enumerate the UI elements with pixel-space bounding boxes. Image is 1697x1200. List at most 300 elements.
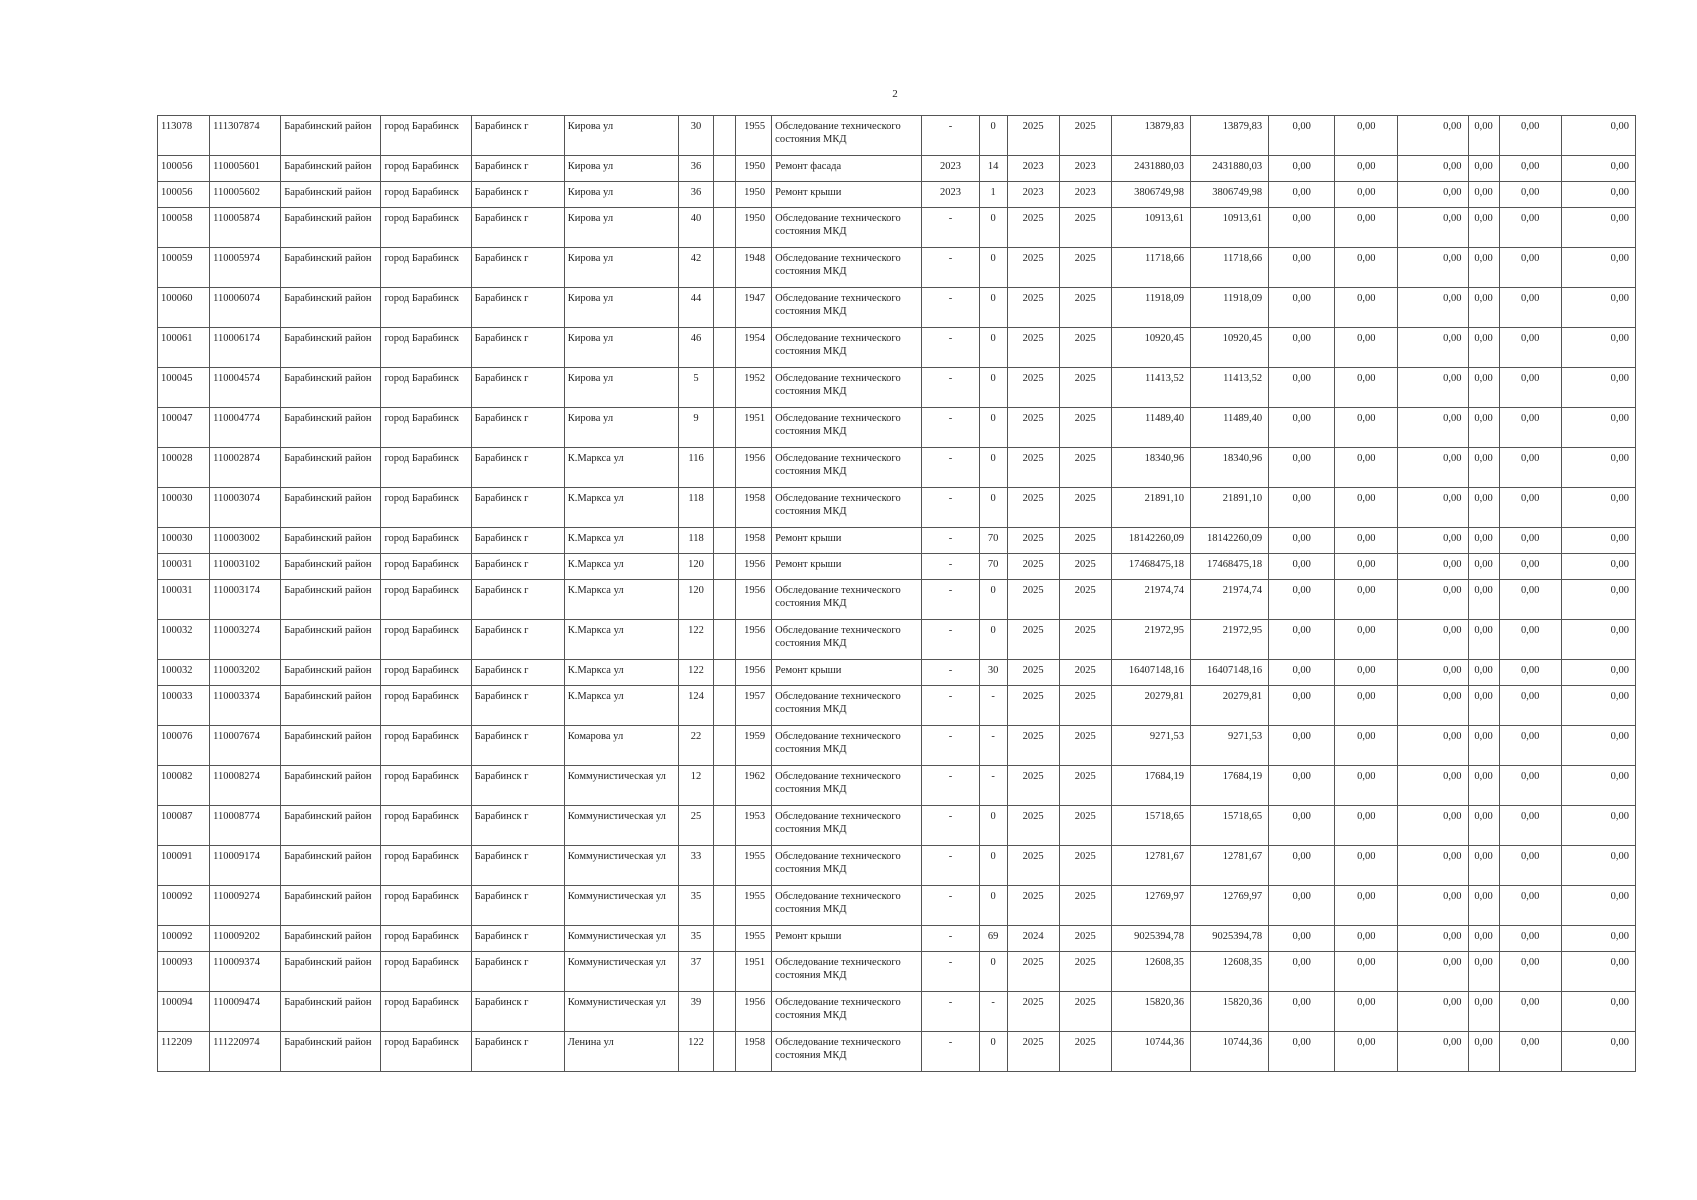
cell-building xyxy=(714,448,736,488)
cell-wear-percent: 0 xyxy=(979,886,1007,926)
cell-cost-fund: 18142260,09 xyxy=(1190,528,1268,554)
cell-wear-percent: 30 xyxy=(979,660,1007,686)
cell-building xyxy=(714,766,736,806)
cell-cost-fund: 12608,35 xyxy=(1190,952,1268,992)
cell-street: Кирова ул xyxy=(564,248,678,288)
cell-settlement: Барабинск г xyxy=(471,846,564,886)
cell-end-year: 2025 xyxy=(1059,886,1111,926)
cell-building xyxy=(714,528,736,554)
cell-cost-budget-2: 0,00 xyxy=(1335,328,1398,368)
cell-plan-year: 2023 xyxy=(922,182,979,208)
cell-cost-owners: 0,00 xyxy=(1561,1032,1635,1072)
cell-cost-budget-3: 0,00 xyxy=(1398,248,1468,288)
cell-plan-year: - xyxy=(922,952,979,992)
cell-object-code: 110008274 xyxy=(210,766,281,806)
cell-municipality: город Барабинск xyxy=(381,182,471,208)
cell-municipality: город Барабинск xyxy=(381,528,471,554)
cell-start-year: 2025 xyxy=(1007,952,1059,992)
cell-cost-owners: 0,00 xyxy=(1561,806,1635,846)
cell-work-type: Обследование технического состояния МКД xyxy=(772,992,922,1032)
table-row xyxy=(158,182,1636,208)
table-row xyxy=(158,886,1636,926)
cell-street: К.Маркса ул xyxy=(564,448,678,488)
cell-cost-budget-2: 0,00 xyxy=(1335,806,1398,846)
cell-municipality: город Барабинск xyxy=(381,488,471,528)
cell-work-type: Обследование технического состояния МКД xyxy=(772,116,922,156)
cell-cost-budget-3: 0,00 xyxy=(1398,620,1468,660)
cell-cost-budget-3: 0,00 xyxy=(1398,846,1468,886)
cell-cost-budget-1: 0,00 xyxy=(1269,328,1335,368)
cell-district: Барабинский район xyxy=(281,448,381,488)
table-row xyxy=(158,248,1636,288)
cell-house-id: 100047 xyxy=(158,408,210,448)
cell-house-id: 100061 xyxy=(158,328,210,368)
cell-cost-fund: 13879,83 xyxy=(1190,116,1268,156)
cell-plan-year: - xyxy=(922,248,979,288)
cell-year-built: 1955 xyxy=(736,116,772,156)
table-row xyxy=(158,660,1636,686)
table-row xyxy=(158,328,1636,368)
cell-cost-budget-3: 0,00 xyxy=(1398,806,1468,846)
cell-year-built: 1956 xyxy=(736,660,772,686)
cell-start-year: 2025 xyxy=(1007,488,1059,528)
cell-district: Барабинский район xyxy=(281,554,381,580)
cell-cost-budget-2: 0,00 xyxy=(1335,686,1398,726)
cell-total-cost: 21972,95 xyxy=(1111,620,1190,660)
cell-settlement: Барабинск г xyxy=(471,248,564,288)
cell-wear-percent: 0 xyxy=(979,288,1007,328)
cell-house-number: 36 xyxy=(679,156,714,182)
cell-settlement: Барабинск г xyxy=(471,1032,564,1072)
cell-plan-year: - xyxy=(922,926,979,952)
cell-settlement: Барабинск г xyxy=(471,952,564,992)
table-row xyxy=(158,620,1636,660)
cell-wear-percent: 0 xyxy=(979,952,1007,992)
cell-end-year: 2025 xyxy=(1059,288,1111,328)
cell-street: Кирова ул xyxy=(564,368,678,408)
cell-cost-budget-1: 0,00 xyxy=(1269,488,1335,528)
cell-house-id: 100060 xyxy=(158,288,210,328)
cell-cost-owners: 0,00 xyxy=(1561,528,1635,554)
cell-settlement: Барабинск г xyxy=(471,686,564,726)
cell-work-type: Обследование технического состояния МКД xyxy=(772,368,922,408)
cell-cost-fund: 10920,45 xyxy=(1190,328,1268,368)
cell-cost-fund: 16407148,16 xyxy=(1190,660,1268,686)
cell-district: Барабинский район xyxy=(281,288,381,328)
cell-cost-fund: 9025394,78 xyxy=(1190,926,1268,952)
cell-object-code: 110005874 xyxy=(210,208,281,248)
cell-cost-owners: 0,00 xyxy=(1561,156,1635,182)
cell-building xyxy=(714,1032,736,1072)
cell-house-number: 22 xyxy=(679,726,714,766)
cell-municipality: город Барабинск xyxy=(381,766,471,806)
cell-cost-budget-3: 0,00 xyxy=(1398,156,1468,182)
cell-cost-owners: 0,00 xyxy=(1561,288,1635,328)
cell-street: К.Маркса ул xyxy=(564,580,678,620)
cell-total-cost: 21974,74 xyxy=(1111,580,1190,620)
cell-cost-budget-1: 0,00 xyxy=(1269,528,1335,554)
cell-cost-budget-5: 0,00 xyxy=(1499,288,1561,328)
cell-cost-budget-4: 0,00 xyxy=(1468,992,1499,1032)
cell-house-id: 100058 xyxy=(158,208,210,248)
cell-object-code: 110005974 xyxy=(210,248,281,288)
cell-wear-percent: 0 xyxy=(979,368,1007,408)
cell-house-id: 100082 xyxy=(158,766,210,806)
cell-start-year: 2025 xyxy=(1007,328,1059,368)
cell-cost-fund: 11413,52 xyxy=(1190,368,1268,408)
cell-cost-budget-1: 0,00 xyxy=(1269,686,1335,726)
cell-year-built: 1956 xyxy=(736,992,772,1032)
cell-municipality: город Барабинск xyxy=(381,408,471,448)
cell-house-number: 124 xyxy=(679,686,714,726)
cell-plan-year: - xyxy=(922,528,979,554)
cell-district: Барабинский район xyxy=(281,806,381,846)
cell-house-id: 100093 xyxy=(158,952,210,992)
cell-municipality: город Барабинск xyxy=(381,660,471,686)
cell-object-code: 110003102 xyxy=(210,554,281,580)
cell-house-id: 100032 xyxy=(158,620,210,660)
cell-district: Барабинский район xyxy=(281,528,381,554)
table-row xyxy=(158,846,1636,886)
cell-work-type: Обследование технического состояния МКД xyxy=(772,488,922,528)
cell-cost-fund: 3806749,98 xyxy=(1190,182,1268,208)
cell-start-year: 2025 xyxy=(1007,766,1059,806)
cell-settlement: Барабинск г xyxy=(471,208,564,248)
cell-building xyxy=(714,952,736,992)
table-row xyxy=(158,488,1636,528)
cell-work-type: Обследование технического состояния МКД xyxy=(772,580,922,620)
cell-cost-owners: 0,00 xyxy=(1561,580,1635,620)
cell-cost-budget-1: 0,00 xyxy=(1269,182,1335,208)
cell-cost-budget-5: 0,00 xyxy=(1499,156,1561,182)
cell-street: Кирова ул xyxy=(564,328,678,368)
cell-work-type: Обследование технического состояния МКД xyxy=(772,408,922,448)
cell-cost-budget-1: 0,00 xyxy=(1269,116,1335,156)
cell-plan-year: - xyxy=(922,806,979,846)
cell-cost-budget-5: 0,00 xyxy=(1499,806,1561,846)
cell-wear-percent: 0 xyxy=(979,248,1007,288)
cell-house-number: 122 xyxy=(679,1032,714,1072)
cell-cost-budget-2: 0,00 xyxy=(1335,488,1398,528)
cell-cost-owners: 0,00 xyxy=(1561,368,1635,408)
cell-object-code: 110009374 xyxy=(210,952,281,992)
cell-cost-budget-4: 0,00 xyxy=(1468,686,1499,726)
cell-plan-year: - xyxy=(922,766,979,806)
cell-house-number: 35 xyxy=(679,926,714,952)
cell-object-code: 110007674 xyxy=(210,726,281,766)
cell-settlement: Барабинск г xyxy=(471,182,564,208)
cell-house-number: 120 xyxy=(679,580,714,620)
cell-plan-year: - xyxy=(922,554,979,580)
cell-total-cost: 20279,81 xyxy=(1111,686,1190,726)
cell-cost-budget-3: 0,00 xyxy=(1398,686,1468,726)
cell-cost-budget-2: 0,00 xyxy=(1335,952,1398,992)
cell-total-cost: 15820,36 xyxy=(1111,992,1190,1032)
cell-settlement: Барабинск г xyxy=(471,660,564,686)
cell-year-built: 1955 xyxy=(736,926,772,952)
cell-total-cost: 12781,67 xyxy=(1111,846,1190,886)
cell-cost-budget-2: 0,00 xyxy=(1335,288,1398,328)
cell-cost-budget-2: 0,00 xyxy=(1335,408,1398,448)
cell-total-cost: 15718,65 xyxy=(1111,806,1190,846)
cell-settlement: Барабинск г xyxy=(471,992,564,1032)
cell-year-built: 1955 xyxy=(736,886,772,926)
cell-wear-percent: 0 xyxy=(979,620,1007,660)
cell-municipality: город Барабинск xyxy=(381,926,471,952)
cell-start-year: 2023 xyxy=(1007,156,1059,182)
cell-cost-fund: 17684,19 xyxy=(1190,766,1268,806)
cell-cost-budget-2: 0,00 xyxy=(1335,182,1398,208)
cell-start-year: 2025 xyxy=(1007,846,1059,886)
cell-total-cost: 21891,10 xyxy=(1111,488,1190,528)
cell-district: Барабинский район xyxy=(281,1032,381,1072)
cell-object-code: 110004574 xyxy=(210,368,281,408)
cell-end-year: 2025 xyxy=(1059,554,1111,580)
cell-house-id: 100092 xyxy=(158,926,210,952)
cell-cost-owners: 0,00 xyxy=(1561,448,1635,488)
cell-end-year: 2025 xyxy=(1059,528,1111,554)
cell-wear-percent: 69 xyxy=(979,926,1007,952)
table-row xyxy=(158,992,1636,1032)
cell-cost-budget-5: 0,00 xyxy=(1499,408,1561,448)
cell-year-built: 1948 xyxy=(736,248,772,288)
cell-house-id: 100076 xyxy=(158,726,210,766)
cell-cost-budget-4: 0,00 xyxy=(1468,620,1499,660)
cell-start-year: 2025 xyxy=(1007,288,1059,328)
cell-cost-budget-3: 0,00 xyxy=(1398,726,1468,766)
cell-cost-fund: 18340,96 xyxy=(1190,448,1268,488)
cell-year-built: 1956 xyxy=(736,554,772,580)
cell-building xyxy=(714,368,736,408)
cell-cost-owners: 0,00 xyxy=(1561,686,1635,726)
cell-cost-fund: 21974,74 xyxy=(1190,580,1268,620)
cell-wear-percent: 70 xyxy=(979,528,1007,554)
cell-object-code: 110004774 xyxy=(210,408,281,448)
cell-end-year: 2025 xyxy=(1059,926,1111,952)
cell-street: Кирова ул xyxy=(564,288,678,328)
cell-work-type: Обследование технического состояния МКД xyxy=(772,766,922,806)
cell-cost-budget-1: 0,00 xyxy=(1269,208,1335,248)
cell-end-year: 2025 xyxy=(1059,846,1111,886)
cell-building xyxy=(714,554,736,580)
cell-house-id: 100045 xyxy=(158,368,210,408)
cell-street: Коммунистическая ул xyxy=(564,806,678,846)
cell-street: Коммунистическая ул xyxy=(564,766,678,806)
cell-work-type: Ремонт крыши xyxy=(772,554,922,580)
cell-object-code: 110005602 xyxy=(210,182,281,208)
cell-end-year: 2025 xyxy=(1059,368,1111,408)
cell-house-number: 46 xyxy=(679,328,714,368)
cell-district: Барабинский район xyxy=(281,368,381,408)
repair-schedule-table xyxy=(157,115,1636,1072)
cell-cost-budget-5: 0,00 xyxy=(1499,726,1561,766)
table-row xyxy=(158,208,1636,248)
cell-building xyxy=(714,156,736,182)
cell-cost-budget-2: 0,00 xyxy=(1335,554,1398,580)
cell-district: Барабинский район xyxy=(281,886,381,926)
cell-object-code: 110003174 xyxy=(210,580,281,620)
cell-street: К.Маркса ул xyxy=(564,528,678,554)
cell-street: Комарова ул xyxy=(564,726,678,766)
cell-end-year: 2025 xyxy=(1059,248,1111,288)
cell-plan-year: - xyxy=(922,448,979,488)
cell-plan-year: - xyxy=(922,686,979,726)
cell-house-id: 100092 xyxy=(158,886,210,926)
cell-start-year: 2025 xyxy=(1007,528,1059,554)
cell-cost-budget-3: 0,00 xyxy=(1398,992,1468,1032)
cell-cost-budget-1: 0,00 xyxy=(1269,620,1335,660)
cell-cost-budget-3: 0,00 xyxy=(1398,528,1468,554)
cell-work-type: Ремонт фасада xyxy=(772,156,922,182)
cell-work-type: Ремонт крыши xyxy=(772,926,922,952)
table-row xyxy=(158,116,1636,156)
cell-cost-budget-4: 0,00 xyxy=(1468,116,1499,156)
cell-wear-percent: 0 xyxy=(979,488,1007,528)
cell-cost-budget-5: 0,00 xyxy=(1499,182,1561,208)
cell-settlement: Барабинск г xyxy=(471,806,564,846)
cell-object-code: 110006174 xyxy=(210,328,281,368)
cell-cost-budget-3: 0,00 xyxy=(1398,766,1468,806)
cell-cost-budget-2: 0,00 xyxy=(1335,926,1398,952)
cell-total-cost: 16407148,16 xyxy=(1111,660,1190,686)
cell-cost-budget-2: 0,00 xyxy=(1335,886,1398,926)
cell-building xyxy=(714,488,736,528)
cell-end-year: 2023 xyxy=(1059,182,1111,208)
cell-object-code: 110008774 xyxy=(210,806,281,846)
cell-settlement: Барабинск г xyxy=(471,328,564,368)
cell-cost-owners: 0,00 xyxy=(1561,660,1635,686)
cell-end-year: 2025 xyxy=(1059,806,1111,846)
cell-cost-budget-1: 0,00 xyxy=(1269,368,1335,408)
cell-cost-budget-5: 0,00 xyxy=(1499,686,1561,726)
cell-cost-budget-3: 0,00 xyxy=(1398,368,1468,408)
cell-cost-budget-4: 0,00 xyxy=(1468,288,1499,328)
cell-year-built: 1956 xyxy=(736,580,772,620)
cell-object-code: 111220974 xyxy=(210,1032,281,1072)
cell-district: Барабинский район xyxy=(281,208,381,248)
cell-cost-budget-3: 0,00 xyxy=(1398,488,1468,528)
cell-year-built: 1953 xyxy=(736,806,772,846)
cell-work-type: Обследование технического состояния МКД xyxy=(772,952,922,992)
table-row xyxy=(158,926,1636,952)
cell-municipality: город Барабинск xyxy=(381,686,471,726)
cell-cost-budget-1: 0,00 xyxy=(1269,886,1335,926)
cell-plan-year: - xyxy=(922,488,979,528)
cell-year-built: 1951 xyxy=(736,408,772,448)
cell-cost-budget-1: 0,00 xyxy=(1269,660,1335,686)
cell-end-year: 2025 xyxy=(1059,992,1111,1032)
table-row xyxy=(158,408,1636,448)
cell-cost-owners: 0,00 xyxy=(1561,182,1635,208)
cell-settlement: Барабинск г xyxy=(471,156,564,182)
cell-building xyxy=(714,886,736,926)
cell-wear-percent: 0 xyxy=(979,448,1007,488)
cell-cost-budget-1: 0,00 xyxy=(1269,448,1335,488)
cell-plan-year: - xyxy=(922,620,979,660)
cell-plan-year: - xyxy=(922,116,979,156)
cell-work-type: Обследование технического состояния МКД xyxy=(772,328,922,368)
cell-object-code: 110002874 xyxy=(210,448,281,488)
cell-building xyxy=(714,846,736,886)
cell-year-built: 1957 xyxy=(736,686,772,726)
cell-cost-budget-5: 0,00 xyxy=(1499,368,1561,408)
cell-wear-percent: 0 xyxy=(979,580,1007,620)
cell-cost-fund: 12769,97 xyxy=(1190,886,1268,926)
cell-wear-percent: 0 xyxy=(979,208,1007,248)
cell-cost-budget-3: 0,00 xyxy=(1398,328,1468,368)
cell-start-year: 2025 xyxy=(1007,448,1059,488)
cell-year-built: 1954 xyxy=(736,328,772,368)
cell-settlement: Барабинск г xyxy=(471,528,564,554)
cell-object-code: 110005601 xyxy=(210,156,281,182)
cell-wear-percent: 0 xyxy=(979,806,1007,846)
cell-total-cost: 18142260,09 xyxy=(1111,528,1190,554)
cell-end-year: 2025 xyxy=(1059,448,1111,488)
cell-district: Барабинский район xyxy=(281,686,381,726)
cell-start-year: 2025 xyxy=(1007,554,1059,580)
cell-municipality: город Барабинск xyxy=(381,288,471,328)
cell-cost-budget-3: 0,00 xyxy=(1398,288,1468,328)
table-row xyxy=(158,952,1636,992)
cell-district: Барабинский район xyxy=(281,248,381,288)
cell-district: Барабинский район xyxy=(281,620,381,660)
cell-street: Коммунистическая ул xyxy=(564,926,678,952)
cell-municipality: город Барабинск xyxy=(381,726,471,766)
cell-cost-fund: 9271,53 xyxy=(1190,726,1268,766)
cell-cost-fund: 21972,95 xyxy=(1190,620,1268,660)
cell-start-year: 2025 xyxy=(1007,248,1059,288)
cell-end-year: 2025 xyxy=(1059,328,1111,368)
cell-year-built: 1962 xyxy=(736,766,772,806)
cell-municipality: город Барабинск xyxy=(381,886,471,926)
cell-wear-percent: - xyxy=(979,992,1007,1032)
cell-building xyxy=(714,660,736,686)
cell-total-cost: 13879,83 xyxy=(1111,116,1190,156)
cell-house-number: 42 xyxy=(679,248,714,288)
cell-cost-budget-4: 0,00 xyxy=(1468,208,1499,248)
cell-cost-budget-2: 0,00 xyxy=(1335,1032,1398,1072)
cell-cost-budget-5: 0,00 xyxy=(1499,488,1561,528)
cell-cost-owners: 0,00 xyxy=(1561,408,1635,448)
cell-cost-budget-2: 0,00 xyxy=(1335,992,1398,1032)
cell-cost-owners: 0,00 xyxy=(1561,488,1635,528)
cell-cost-fund: 10913,61 xyxy=(1190,208,1268,248)
table-body xyxy=(158,116,1636,1072)
cell-start-year: 2025 xyxy=(1007,620,1059,660)
cell-start-year: 2025 xyxy=(1007,208,1059,248)
cell-street: Ленина ул xyxy=(564,1032,678,1072)
cell-year-built: 1956 xyxy=(736,620,772,660)
cell-cost-budget-5: 0,00 xyxy=(1499,448,1561,488)
cell-cost-budget-1: 0,00 xyxy=(1269,952,1335,992)
cell-object-code: 110009274 xyxy=(210,886,281,926)
cell-wear-percent: 0 xyxy=(979,116,1007,156)
cell-municipality: город Барабинск xyxy=(381,368,471,408)
cell-settlement: Барабинск г xyxy=(471,288,564,328)
cell-house-number: 44 xyxy=(679,288,714,328)
cell-cost-owners: 0,00 xyxy=(1561,554,1635,580)
cell-cost-budget-4: 0,00 xyxy=(1468,448,1499,488)
cell-start-year: 2025 xyxy=(1007,116,1059,156)
cell-district: Барабинский район xyxy=(281,660,381,686)
cell-work-type: Ремонт крыши xyxy=(772,660,922,686)
cell-plan-year: - xyxy=(922,288,979,328)
cell-cost-budget-2: 0,00 xyxy=(1335,528,1398,554)
cell-municipality: город Барабинск xyxy=(381,448,471,488)
cell-cost-owners: 0,00 xyxy=(1561,886,1635,926)
cell-total-cost: 10920,45 xyxy=(1111,328,1190,368)
cell-building xyxy=(714,806,736,846)
